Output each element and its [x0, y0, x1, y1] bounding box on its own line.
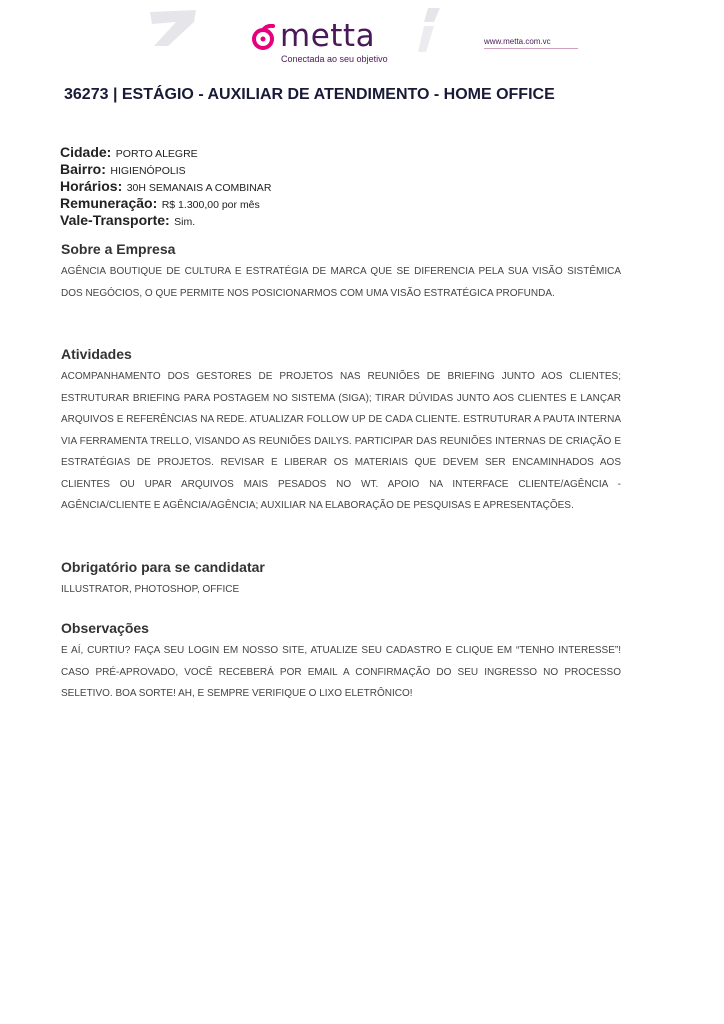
section-about-body: AGÊNCIA BOUTIQUE DE CULTURA E ESTRATÉGIA DE MARCA QUE SE DIFERENCIA PELA SUA VISÃO SISTÊMICA DOS NEGÓCIOS, O QUE PERMITE NOS POSICIONARMOS COM UMA VISÃO ESTRATÉGICA PROFUNDA. — [61, 266, 621, 299]
section-about — [61, 240, 621, 304]
section-activities-body: ACOMPANHAMENTO DOS GESTORES DE PROJETOS NAS REUNIÕES DE BRIEFING JUNTO AOS CLIENTES; ESTRUTURAR BRIEFING PARA POSTAGEM NO SISTEMA (SIGA); TIRAR DÚVIDAS JUNTO AOS CLIENTES E LANÇAR ARQUIVOS E REFERÊNCIAS NA REDE. ATUALIZAR FOLLOW UP DE CADA CLIENTE. ESTRUTURAR A PAUTA INTERNA VIA FERRAMENTA TRELLO, VISANDO AS REUNIÕES DAILYS. PARTICIPAR DAS REUNIÕES INTERNAS DE CRIAÇÃO E ESTRATÉGIAS DE PROJETOS. REVISAR E LIBERAR OS MATERIAIS QUE DEVEM SER ENCAMINHADOS AOS CLIENTES OU UPAR ARQUIVOS MAIS PESADOS NO WT. APOIO NA INTERFACE CLIENTE/AGÊNCIA - AGÊNCIA/CLIENTE E AGÊNCIA/AGÊNCIA; AUXILIAR NA ELABORAÇÃO DE PESQUISAS E APRESENTAÇÕES. — [61, 371, 621, 511]
hours-value: 30H SEMANAIS A COMBINAR — [126, 182, 272, 194]
section-about-title: Sobre a Empresa — [61, 241, 176, 257]
info-row-hours — [60, 178, 620, 195]
transport-value: Sim. — [174, 216, 196, 228]
section-notes-body: E AÍ, CURTIU? FAÇA SEU LOGIN EM NOSSO SITE, ATUALIZE SEU CADASTRO E CLIQUE EM “TENHO INTERESSE”! CASO PRÉ-APROVADO, VOCÊ RECEBERÁ POR EMAIL A CONFIRMAÇÃO DO SEU INGRESSO NO PROCESSO SELETIVO. BOA SORTE! AH, E SEMPRE VERIFIQUE O LIXO ELETRÔNICO! — [61, 645, 621, 699]
section-requirements — [61, 558, 621, 601]
section-activities-title: Atividades — [61, 346, 132, 362]
job-info — [60, 144, 620, 229]
info-row-transport — [60, 212, 620, 229]
website-link[interactable]: www.metta.com.vc — [484, 37, 551, 46]
salary-label: Remuneração: — [60, 195, 158, 211]
job-title: 36273 | ESTÁGIO - AUXILIAR DE ATENDIMENTO - HOME OFFICE — [64, 86, 555, 103]
hours-label: Horários: — [60, 178, 123, 194]
info-row-salary — [60, 195, 620, 212]
section-requirements-title: Obrigatório para se candidatar — [61, 559, 265, 575]
city-label: Cidade: — [60, 144, 112, 160]
page-header — [0, 0, 724, 80]
logo-tagline: Conectada ao seu objetivo — [281, 54, 388, 64]
section-notes — [61, 619, 621, 705]
section-notes-title: Observações — [61, 620, 149, 636]
city-value: PORTO ALEGRE — [115, 148, 198, 160]
logo-wordmark: metta — [280, 18, 376, 54]
section-requirements-body: ILLUSTRATOR, PHOTOSHOP, OFFICE — [61, 584, 240, 595]
transport-label: Vale-Transporte: — [60, 212, 170, 228]
website-underline — [484, 48, 578, 49]
salary-value: R$ 1.300,00 por mês — [161, 199, 260, 211]
district-value: HIGIENÓPOLIS — [110, 165, 186, 177]
metta-logo-mark-icon — [250, 24, 276, 50]
section-activities — [61, 345, 621, 517]
district-label: Bairro: — [60, 161, 106, 177]
decorative-stripe-right — [418, 8, 442, 52]
info-row-district — [60, 161, 620, 178]
info-row-city — [60, 144, 620, 161]
metta-logo[interactable] — [250, 20, 400, 68]
decorative-stripe-left — [150, 8, 198, 48]
